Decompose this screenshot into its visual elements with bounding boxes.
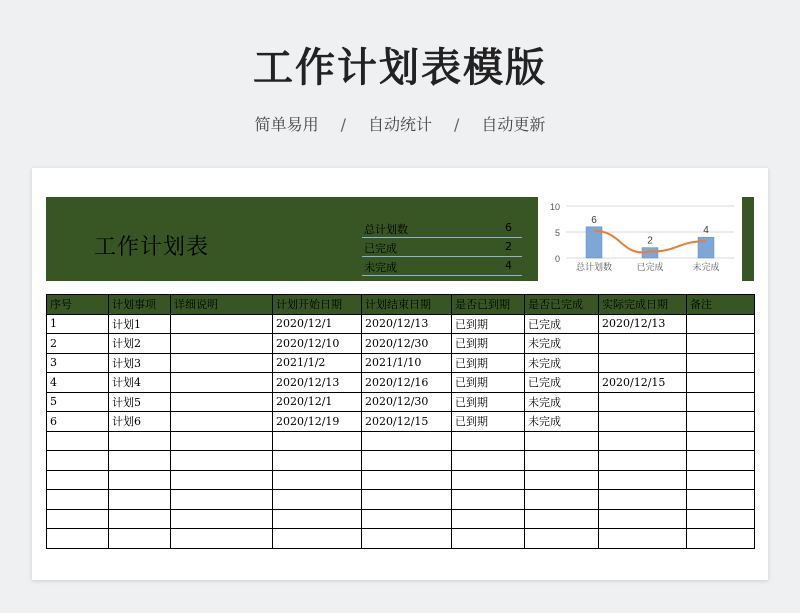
column-header[interactable]: 序号 [47,295,109,315]
table-cell[interactable] [362,451,452,471]
table-cell[interactable] [687,470,755,490]
table-cell[interactable] [525,509,599,529]
column-header[interactable]: 计划开始日期 [273,295,362,315]
page-title: 工作计划表模版 [253,45,547,91]
table-cell[interactable] [171,412,273,432]
y-tick-label: 0 [554,254,560,264]
table-cell[interactable] [599,392,687,412]
table-cell[interactable]: 2020/12/10 [273,334,362,354]
table-cell[interactable] [47,490,109,510]
table-cell[interactable] [171,509,273,529]
table-cell[interactable] [687,392,755,412]
table-row [47,529,755,549]
table-row [47,412,755,432]
sheet-banner [46,197,754,281]
chart-canvas [538,197,742,281]
table-cell[interactable] [687,509,755,529]
table-cell[interactable] [525,529,599,549]
feature-auto-update: 自动更新 [481,115,546,134]
table-cell[interactable]: 已到期 [452,412,525,432]
table-cell[interactable] [171,470,273,490]
table-row [47,431,755,451]
table-cell[interactable]: 3 [47,353,109,373]
table-cell[interactable]: 计划5 [109,392,171,412]
table-cell[interactable] [599,451,687,471]
table-cell[interactable] [47,451,109,471]
table-cell[interactable]: 未完成 [525,412,599,432]
table-cell[interactable] [171,373,273,393]
feature-separator: / [454,115,460,134]
table-cell[interactable]: 2020/12/13 [599,314,687,334]
table-cell[interactable] [273,451,362,471]
table-cell[interactable]: 2 [47,334,109,354]
column-header[interactable]: 是否已完成 [525,295,599,315]
table-cell[interactable] [171,529,273,549]
table-cell[interactable]: 未完成 [525,392,599,412]
table-cell[interactable]: 计划4 [109,373,171,393]
table-cell[interactable] [525,490,599,510]
table-cell[interactable] [171,353,273,373]
table-row [47,509,755,529]
table-cell[interactable] [452,490,525,510]
table-cell[interactable] [171,392,273,412]
table-header-row [47,295,755,315]
table-cell[interactable] [687,314,755,334]
table-cell[interactable]: 2020/12/1 [273,314,362,334]
sheet-title: 工作计划表 [94,235,210,260]
stat-pending-label: 未完成 [364,261,397,274]
summary-chart [538,197,742,281]
table-cell[interactable] [452,509,525,529]
table-cell[interactable] [47,470,109,490]
table-cell[interactable] [452,431,525,451]
data-label: 6 [591,214,597,226]
table-cell[interactable] [525,431,599,451]
table-cell[interactable]: 2020/12/30 [362,334,452,354]
table-cell[interactable]: 2020/12/1 [273,392,362,412]
table-cell[interactable] [109,509,171,529]
column-header[interactable]: 实际完成日期 [599,295,687,315]
table-cell[interactable]: 未完成 [525,334,599,354]
column-header[interactable]: 详细说明 [171,295,273,315]
stat-total-label: 总计划数 [364,223,408,236]
stats-summary [362,219,522,276]
table-cell[interactable] [171,334,273,354]
feature-separator: / [340,115,346,134]
stat-done-value: 2 [505,240,512,253]
table-cell[interactable]: 计划2 [109,334,171,354]
table-cell[interactable] [599,470,687,490]
table-row [47,392,755,412]
table-cell[interactable] [599,412,687,432]
plan-table [46,294,755,549]
table-cell[interactable] [687,451,755,471]
table-cell[interactable]: 2020/12/15 [599,373,687,393]
table-cell[interactable]: 计划6 [109,412,171,432]
table-body [47,314,755,548]
data-label: 4 [703,225,709,237]
table-row [47,334,755,354]
table-cell[interactable]: 2020/12/13 [362,314,452,334]
table-cell[interactable] [362,509,452,529]
category-label: 总计划数 [575,263,613,273]
table-cell[interactable]: 2021/1/10 [362,353,452,373]
table-cell[interactable] [109,470,171,490]
column-header[interactable]: 计划结束日期 [362,295,452,315]
table-row [47,470,755,490]
table-cell[interactable] [599,353,687,373]
y-tick-label: 5 [554,228,560,238]
column-header[interactable]: 计划事项 [109,295,171,315]
table-cell[interactable] [273,470,362,490]
table-cell[interactable] [171,314,273,334]
feature-easy: 简单易用 [254,115,319,134]
table-cell[interactable]: 计划1 [109,314,171,334]
table-cell[interactable] [47,431,109,451]
table-cell[interactable] [47,529,109,549]
feature-line [0,112,800,135]
table-cell[interactable]: 已完成 [525,373,599,393]
table-cell[interactable]: 2020/12/19 [273,412,362,432]
table-cell[interactable]: 已到期 [452,314,525,334]
table-cell[interactable]: 2021/1/2 [273,353,362,373]
table-cell[interactable] [452,451,525,471]
table-row [47,314,755,334]
table-cell[interactable] [47,509,109,529]
table-cell[interactable]: 已到期 [452,373,525,393]
table-cell[interactable] [525,470,599,490]
stat-done-label: 已完成 [364,242,397,255]
table-cell[interactable] [599,490,687,510]
table-cell[interactable] [599,431,687,451]
table-cell[interactable] [109,490,171,510]
table-cell[interactable] [362,470,452,490]
table-cell[interactable] [687,431,755,451]
table-cell[interactable] [687,373,755,393]
table-cell[interactable] [599,509,687,529]
table-cell[interactable]: 1 [47,314,109,334]
table-row [47,490,755,510]
table-cell[interactable] [171,431,273,451]
stat-total-value: 6 [505,221,512,234]
category-label: 已完成 [636,263,664,273]
table-cell[interactable] [109,431,171,451]
table-cell[interactable] [273,509,362,529]
table-row [47,373,755,393]
table-cell[interactable] [687,353,755,373]
table-cell[interactable]: 5 [47,392,109,412]
table-cell[interactable]: 2020/12/15 [362,412,452,432]
table-cell[interactable] [687,412,755,432]
stat-pending-value: 4 [505,259,512,272]
table-cell[interactable] [362,529,452,549]
table-cell[interactable] [109,451,171,471]
table-cell[interactable] [171,490,273,510]
table-cell[interactable] [599,334,687,354]
table-cell[interactable]: 未完成 [525,353,599,373]
data-label: 2 [647,235,653,247]
category-label: 未完成 [692,263,720,273]
stat-pending [362,257,522,276]
column-header[interactable]: 备注 [687,295,755,315]
table-row [47,451,755,471]
table-cell[interactable] [273,529,362,549]
table-cell[interactable]: 4 [47,373,109,393]
column-header[interactable]: 是否已到期 [452,295,525,315]
table-cell[interactable] [273,431,362,451]
table-cell[interactable] [109,529,171,549]
table-cell[interactable]: 2020/12/13 [273,373,362,393]
table-cell[interactable] [452,470,525,490]
table-cell[interactable] [687,529,755,549]
stat-done [362,238,522,257]
table-cell[interactable] [362,490,452,510]
table-cell[interactable] [687,334,755,354]
table-cell[interactable] [273,490,362,510]
feature-auto-stats: 自动统计 [367,115,432,134]
table-cell[interactable] [525,451,599,471]
stat-total [362,219,522,238]
table-cell[interactable]: 已到期 [452,353,525,373]
table-cell[interactable] [599,529,687,549]
table-cell[interactable]: 6 [47,412,109,432]
table-row [47,353,755,373]
table-cell[interactable]: 计划3 [109,353,171,373]
table-cell[interactable]: 已到期 [452,392,525,412]
y-tick-label: 10 [549,202,560,212]
table-cell[interactable] [687,490,755,510]
table-cell[interactable]: 已到期 [452,334,525,354]
table-cell[interactable] [171,451,273,471]
table-cell[interactable] [362,431,452,451]
spreadsheet-preview [32,168,768,580]
table-cell[interactable] [452,529,525,549]
table-cell[interactable]: 已完成 [525,314,599,334]
table-cell[interactable]: 2020/12/16 [362,373,452,393]
table-cell[interactable]: 2020/12/30 [362,392,452,412]
